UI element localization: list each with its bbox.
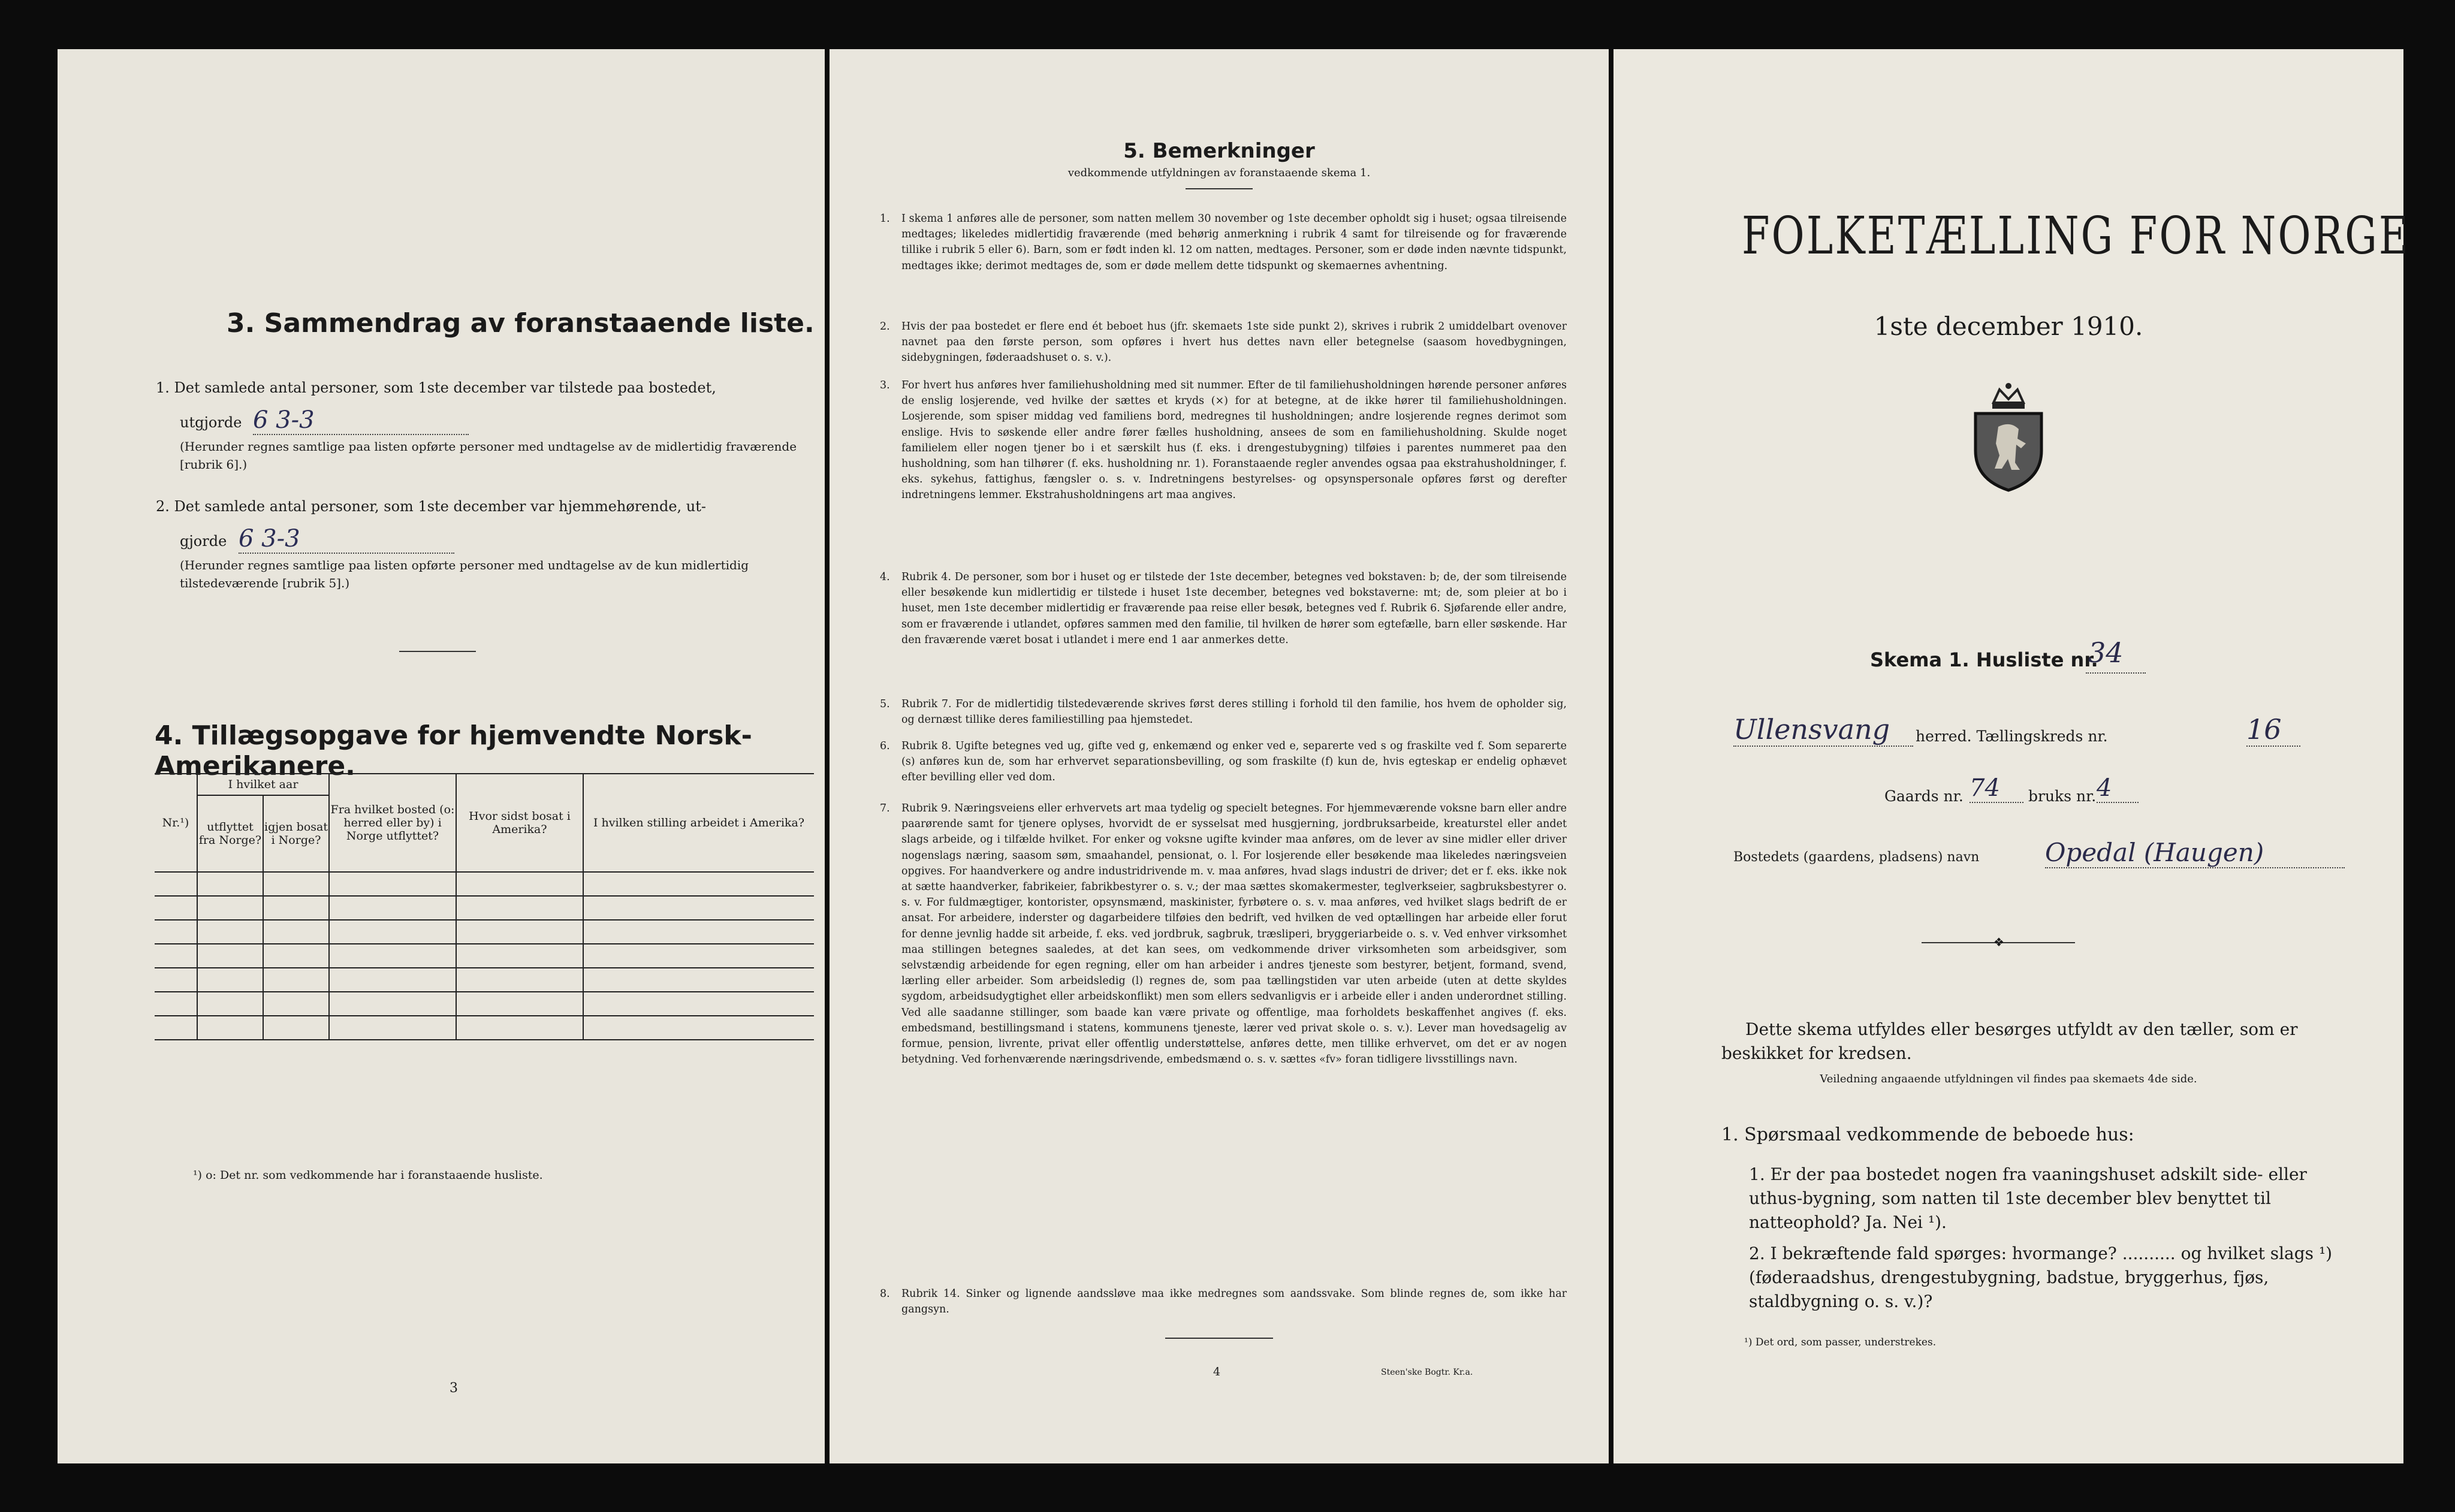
right-footnote: ¹) Det ord, som passer, understrekes.: [1744, 1336, 1937, 1348]
herred-value: Ullensvang: [1733, 713, 1913, 747]
section3-title: 3. Sammendrag av foranstaaende liste.: [227, 308, 815, 339]
table-row: [155, 1016, 814, 1040]
remark-6: 6. Rubrik 8. Ugifte betegnes ved ug, gifte ved g, enkemænd og enker ved e, separerte ved s og fraskilte ved f. Som separerte (s) anføres kun de, som har erhvervet separationsbevilling, og som fraskilte (f) kun de, hvis egteskap er endelig ophævet efter bevilling eller ved dom.: [880, 740, 1567, 784]
coat-of-arms-icon: [1964, 379, 2053, 493]
bosted-label: Bostedets (gaardens, pladsens) navn: [1733, 850, 1980, 865]
kreds-value: 16: [2246, 713, 2300, 747]
table-row: [155, 896, 814, 920]
left-page: [58, 49, 825, 1463]
col-fra-bosted: Fra hvilket bosted (o: herred eller by) i Norge utflyttet?: [329, 774, 456, 872]
skema-label: Skema 1. Husliste nr.: [1870, 648, 2098, 671]
remarks-subtitle: vedkommende utfyldningen av foranstaaende skema 1.: [1067, 167, 1371, 179]
printer-mark: Steen'ske Bogtr. Kr.a.: [1381, 1368, 1473, 1377]
q1-line: 1. Det samlede antal personer, som 1ste december var tilstede paa bostedet,: [156, 379, 716, 396]
table-row: [155, 872, 814, 896]
col-hvor-sidst: Hvor sidst bosat i Amerika?: [456, 774, 583, 872]
census-title: FOLKETÆLLING FOR NORGE: [1742, 206, 2410, 266]
questions-heading: 1. Spørsmaal vedkommende de beboede hus:: [1721, 1124, 2134, 1145]
skema-value: 34: [2088, 636, 2124, 669]
section4-title: 4. Tillægsopgave for hjemvendte Norsk-Amerikanere.: [155, 720, 752, 781]
right-page: [1613, 49, 2410, 1463]
remark-5: 5. Rubrik 7. For de midlertidig tilstedeværende skrives først deres stilling i forhold til den familie, hos hvem de opholder sig, og dernæst tillike deres familiestilling paa hjemstedet.: [880, 698, 1567, 726]
q2-value: 6 3-3: [239, 525, 454, 554]
remark-2: 2. Hvis der paa bostedet er flere end ét beboet hus (jfr. skemaets 1ste side punkt 2), skrives i rubrik 2 umiddelbart ovenover navnet paa den første person, som opføres i hvert hus dettes navn eller betegnelse (saasom hovedbygningen, sidebygningen, føderaadshuset o. s. v.).: [880, 321, 1567, 364]
gaards-value: 74: [1970, 774, 2023, 803]
col-group: I hvilket aar: [197, 774, 329, 795]
gaards-label: Gaards nr.: [1884, 787, 1964, 805]
page-number: 3: [450, 1381, 458, 1396]
q2-line: 2. Det samlede antal personer, som 1ste december var hjemmehørende, ut-: [156, 498, 706, 515]
table-row: [155, 920, 814, 944]
q1-note: (Herunder regnes samtlige paa listen opførte personer med undtagelse av de midlertidig fraværende [rubrik 6].): [180, 439, 797, 472]
remark-4: 4. Rubrik 4. De personer, som bor i huset og er tilstede der 1ste december, betegnes ved bokstaven: b; de, der som tilreisende eller besøkende kun midlertidig er tilstede i huset 1ste december, betegnes ved bokstaverne: mt; de, som pleier at bo i huset, men 1ste december midlertidig er fraværende paa reise eller besøk, betegnes ved f. Rubrik 6. Sjøfarende eller andre, som er fraværende i utlandet, opføres sammen med den familie, til hvilken de hører som egtefælle, barn eller søskende. Har den fraværende været bosat i utlandet i mere end 1 aar anmerkes dette.: [880, 571, 1567, 646]
table-footnote: ¹) o: Det nr. som vedkommende har i foranstaaende husliste.: [193, 1169, 543, 1182]
guidance-text: Veiledning angaaende utfyldningen vil findes paa skemaets 4de side.: [1820, 1073, 2197, 1085]
remark-3: 3. For hvert hus anføres hver familiehusholdning med sit nummer. Efter de til familiehusholdningen hørende personer anføres de enslig losjerende, ved hvilke der sættes et kryds (×) for at betegne, at de ikke hører til familiehusholdningen. Losjerende, som spiser middag ved familiens bord, medregnes til husholdningen; andre losjerende regnes derimot som enslige. Hvis to søskende eller andre fører fælles husholdning, ansees de som en familiehusholdning. Skulde noget familielem eller nogen tjener bo i et særskilt hus (f. eks. i drengestubygning) tilføies i parentes nummeret paa den husholdning, som han tilhører (f. eks. husholdning nr. 1). Foranstaaende regler anvendes ogsaa paa ekstrahusholdninger, f. eks. sykehus, fattighus, fængsler o. s. v. Indretningens bestyrelses- og opsynspersonale opføres først og derefter indretningens lemmer. Ekstrahusholdningens art maa angives.: [880, 379, 1567, 502]
divider: [399, 651, 476, 652]
col-stilling: I hvilken stilling arbeidet i Amerika?: [583, 774, 814, 872]
remarks-title: 5. Bemerkninger: [1123, 139, 1315, 163]
col-igjen: igjen bosat i Norge?: [263, 795, 329, 872]
bruks-value: 4: [2097, 774, 2139, 803]
skema-underline: [2086, 672, 2146, 674]
page-number: 4: [1213, 1365, 1221, 1378]
norsk-amerikanere-table: [155, 773, 814, 1040]
bruks-label: bruks nr.: [2028, 787, 2097, 805]
col-utflyttet: utflyttet fra Norge?: [197, 795, 263, 872]
col-nr: Nr.¹): [155, 774, 197, 872]
remark-7: 7. Rubrik 9. Næringsveiens eller erhvervets art maa tydelig og specielt betegnes. For hjemmeværende voksne barn eller andre paarørende samt for tjenere oplyses, hvorvidt de er sysselsat med husgjerning, jordbruksarbeide, kreaturstel eller andet slags arbeide, og i tilfælde hvilket. For enker og voksne ugifte kvinder maa anføres, om de lever av sine midler eller driver nogenslags næring, saasom søm, smaahandel, pensionat, o. l. For losjerende eller besøkende maa likeledes næringsveien opgives. For haandverkere og andre industridrivende m. v. maa anføres, hvad slags industri de driver; det er f. eks. ikke nok at sætte haandverker, fabrikeier, fabrikbestyrer o. s. v.; der maa sættes skomakermester, teglverkseier, sagbruksbestyrer o. s. v. For fuldmægtiger, kontorister, opsynsmænd, maskinister, fyrbøtere o. s. v. maa anføres, ved hvilket slags bedrift de er ansat. For arbeidere, inderster og dagarbeidere tilføies den bedrift, ved hvilken de ved optællingen har arbeide eller forut for denne jevnlig hadde sit arbeide, f. eks. ved jordbruk, sagbruk, træsliperi, bryggeriarbeide o. s. v. Ved enhver virksomhet maa stillingen betegnes saaledes, at det kan sees, om vedkommende driver virksomheten som arbeidsgiver, som selvstændig arbeidende for egen regning, eller om han arbeider i andres tjeneste som bestyrer, betjent, formand, svend, lærling eller arbeider. Som arbeidsledig (l) regnes de, som paa tællingstiden var uten arbeide (uten at dette skyldes sygdom, arbeidsudygtighet eller arbeidskonflikt) men som ellers sedvanligvis er i arbeide eller i anden underordnet stilling. Ved alle saadanne stillinger, som baade kan være private og offentlige, maa forholdets beskaffenhet angives (f. eks. embedsmand, bestillingsmand i statens, kommunens tjeneste, lærer ved privat skole o. s. v.). Lever man hovedsagelig av formue, pension, livrente, privat eller offentlig understøttelse, anføres dette, men tillike erhvervet, om det er av nogen betydning. Ved forhenværende næringsdrivende, embedsmænd o. s. v. sættes «fv» foran tidligere livsstillings navn.: [880, 802, 1567, 1066]
table-row: [155, 992, 814, 1016]
table-row: [155, 968, 814, 992]
census-date: 1ste december 1910.: [1874, 312, 2143, 341]
divider: [1165, 1338, 1273, 1339]
bosted-value: Opedal (Haugen): [2045, 838, 2345, 868]
instruction-text: Dette skema utfyldes eller besørges utfyldt av den tæller, som er beskikket for kredsen.: [1721, 1019, 2298, 1063]
ornament-icon: ❖: [1993, 935, 2004, 949]
q2-prefix: gjorde: [180, 533, 227, 550]
q2-note: (Herunder regnes samtlige paa listen opførte personer med undtagelse av de kun midlertidig tilstedeværende [rubrik 5].): [180, 558, 749, 590]
remark-1: 1. I skema 1 anføres alle de personer, som natten mellem 30 november og 1ste december opholdt sig i huset; ogsaa tilreisende medtages; likeledes midlertidig fraværende (med behørig anmerkning i rubrik 4 samt for tilreisende og for fraværende tillike i rubrik 5 eller 6). Barn, som er født inden kl. 12 om natten, medtages. Personer, som er døde inden nævnte tidspunkt, medtages ikke; derimot medtages de, som er døde mellem dette tidspunkt og skemaernes avhentning.: [880, 213, 1567, 272]
q1-prefix: utgjorde: [180, 414, 242, 431]
herred-label: herred. Tællingskreds nr.: [1916, 728, 2108, 745]
middle-page: [830, 49, 1609, 1463]
table-row: [155, 944, 814, 968]
question-2: 2. I bekræftende fald spørges: hvormange? .......... og hvilket slags ¹) (føderaadshus, drengestubygning, badstue, bryggerhus, fjøs, staldbygning o. s. v.)?: [1749, 1244, 2333, 1311]
divider: [1186, 188, 1253, 189]
q1-value: 6 3-3: [253, 406, 469, 435]
remark-8: 8. Rubrik 14. Sinker og lignende aandssløve maa ikke medregnes som aandssvake. Som blinde regnes de, som ikke har gangsyn.: [880, 1288, 1567, 1316]
question-1: 1. Er der paa bostedet nogen fra vaaningshuset adskilt side- eller uthus-bygning, som natten til 1ste december blev benyttet til natteophold? Ja. Nei ¹).: [1749, 1164, 2307, 1232]
